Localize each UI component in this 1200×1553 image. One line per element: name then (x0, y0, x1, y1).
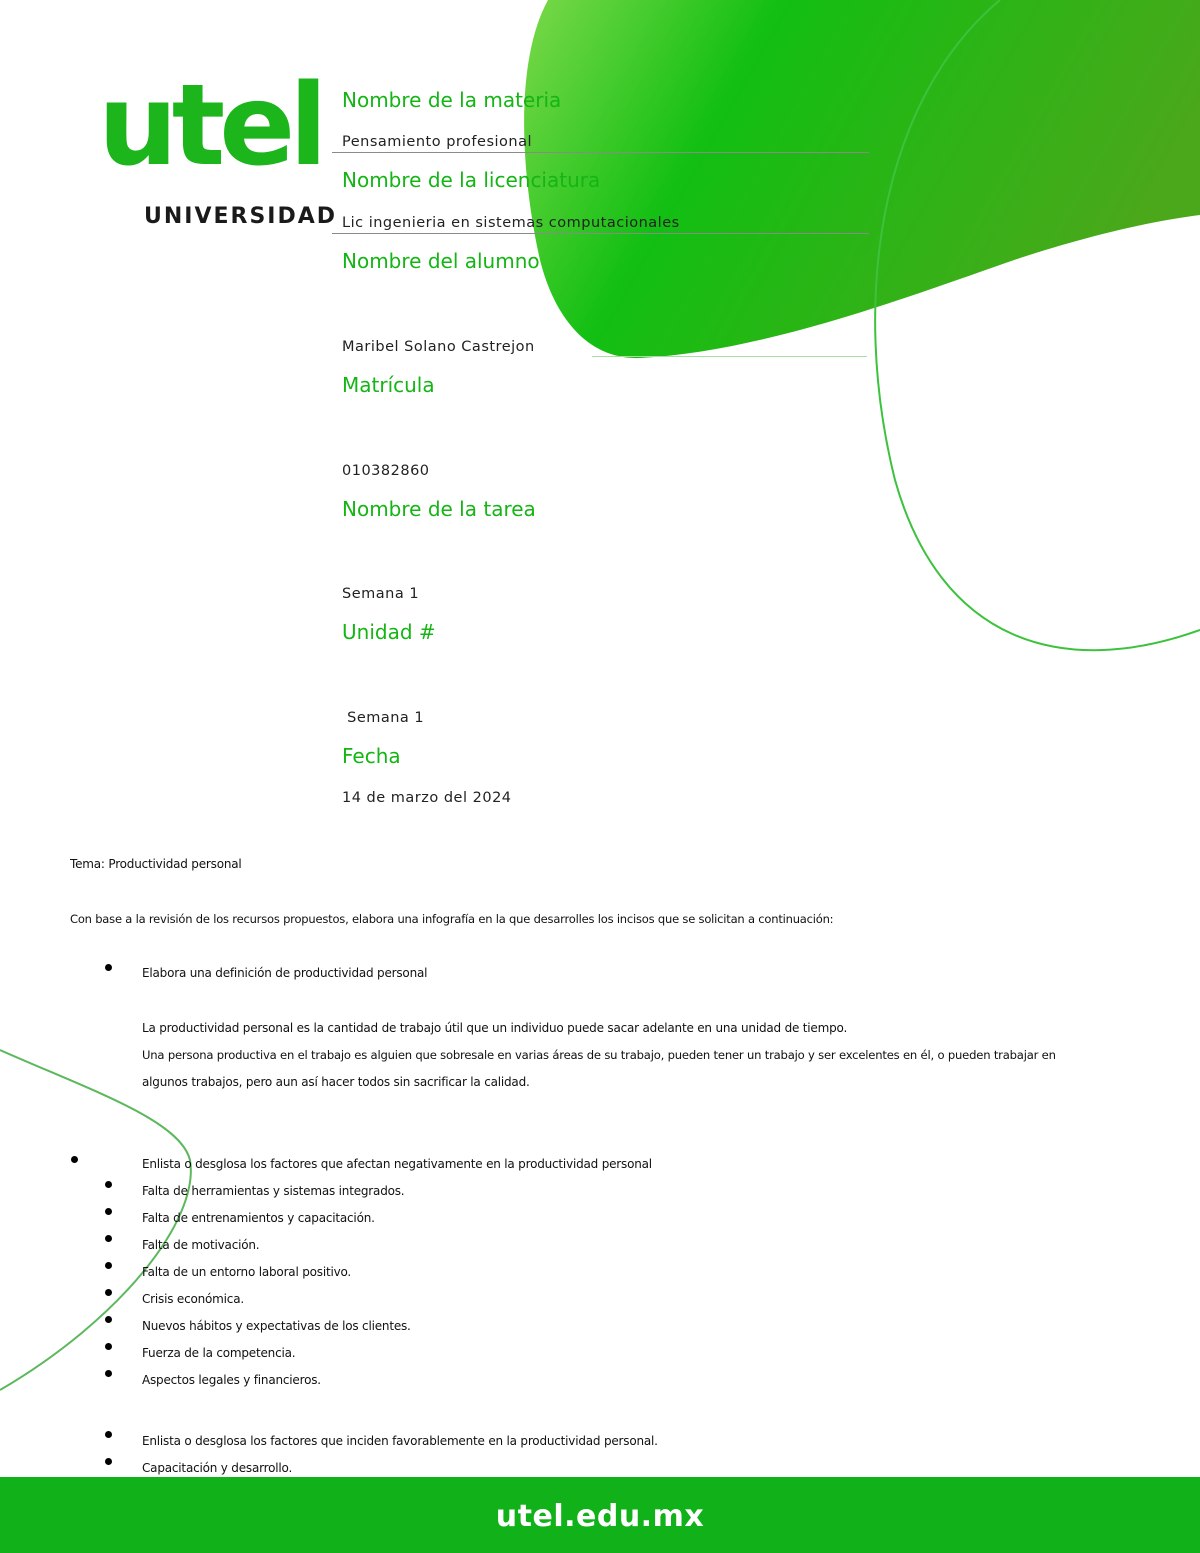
list-item: Nuevos hábitos y expectativas de los clientes. (142, 1319, 411, 1333)
value-materia: Pensamiento profesional (342, 134, 533, 150)
label-unidad: Unidad # (342, 620, 436, 644)
label-matricula: Matrícula (342, 373, 435, 397)
label-fecha: Fecha (342, 744, 401, 768)
bullet-icon (71, 1156, 78, 1163)
value-unidad: Semana 1 (342, 710, 425, 726)
section1-heading: Elabora una definición de productividad personal (142, 966, 428, 980)
bullet-icon (105, 1235, 112, 1242)
list-item: Crisis económica. (142, 1292, 244, 1306)
bullet-icon (105, 1458, 112, 1465)
bullet-icon (105, 1181, 112, 1188)
list-item: Falta de motivación. (142, 1238, 260, 1252)
section1-line: Una persona productiva en el trabajo es alguien que sobresale en varias áreas de su trabajo, pueden tener un trabajo y ser excelentes en él, o pueden trabajar en (142, 1048, 1056, 1062)
label-alumno: Nombre del alumno (342, 249, 540, 273)
intro-paragraph: Con base a la revisión de los recursos propuestos, elabora una infografía en la que desarrolles los incisos que se solicitan a continuación: (70, 912, 834, 926)
section2-heading: Enlista o desglosa los factores que afectan negativamente en la productividad personal (142, 1157, 652, 1171)
section3-heading: Enlista o desglosa los factores que inciden favorablemente en la productividad personal. (142, 1434, 658, 1448)
list-item: Fuerza de la competencia. (142, 1346, 296, 1360)
bullet-icon (105, 1431, 112, 1438)
logo-subtitle: UNIVERSIDAD (144, 204, 338, 229)
bullet-icon (105, 964, 112, 971)
list-item: Falta de entrenamientos y capacitación. (142, 1211, 375, 1225)
label-materia: Nombre de la materia (342, 88, 562, 112)
footer-bar (0, 1477, 1200, 1553)
value-matricula: 010382860 (342, 463, 430, 479)
logo-wordmark: utel (98, 61, 322, 191)
green-blob (524, 0, 1200, 358)
value-fecha: 14 de marzo del 2024 (342, 790, 512, 806)
field-rule (592, 356, 867, 357)
field-rule (332, 152, 869, 153)
footer-url-link[interactable]: utel.edu.mx (495, 1499, 705, 1534)
bullet-icon (105, 1370, 112, 1377)
list-item: Aspectos legales y financieros. (142, 1373, 321, 1387)
bullet-icon (105, 1289, 112, 1296)
list-item: Falta de herramientas y sistemas integrados. (142, 1184, 405, 1198)
section1-line: La productividad personal es la cantidad de trabajo útil que un individuo puede sacar adelante en una unidad de tiempo. (142, 1021, 848, 1035)
label-licenciatura: Nombre de la licenciatura (342, 168, 601, 192)
field-rule (332, 233, 869, 234)
value-licenciatura: Lic ingenieria en sistemas computacionales (342, 215, 680, 231)
value-tarea: Semana 1 (342, 586, 420, 602)
topic-line: Tema: Productividad personal (70, 857, 242, 871)
list-item: Falta de un entorno laboral positivo. (142, 1265, 352, 1279)
section1-line: algunos trabajos, pero aun así hacer todos sin sacrificar la calidad. (142, 1075, 530, 1089)
label-tarea: Nombre de la tarea (342, 497, 536, 521)
value-alumno: Maribel Solano Castrejon (342, 339, 535, 355)
list-item: Capacitación y desarrollo. (142, 1461, 293, 1475)
bullet-icon (105, 1208, 112, 1215)
bullet-icon (105, 1262, 112, 1269)
bullet-icon (105, 1316, 112, 1323)
bullet-icon (105, 1343, 112, 1350)
